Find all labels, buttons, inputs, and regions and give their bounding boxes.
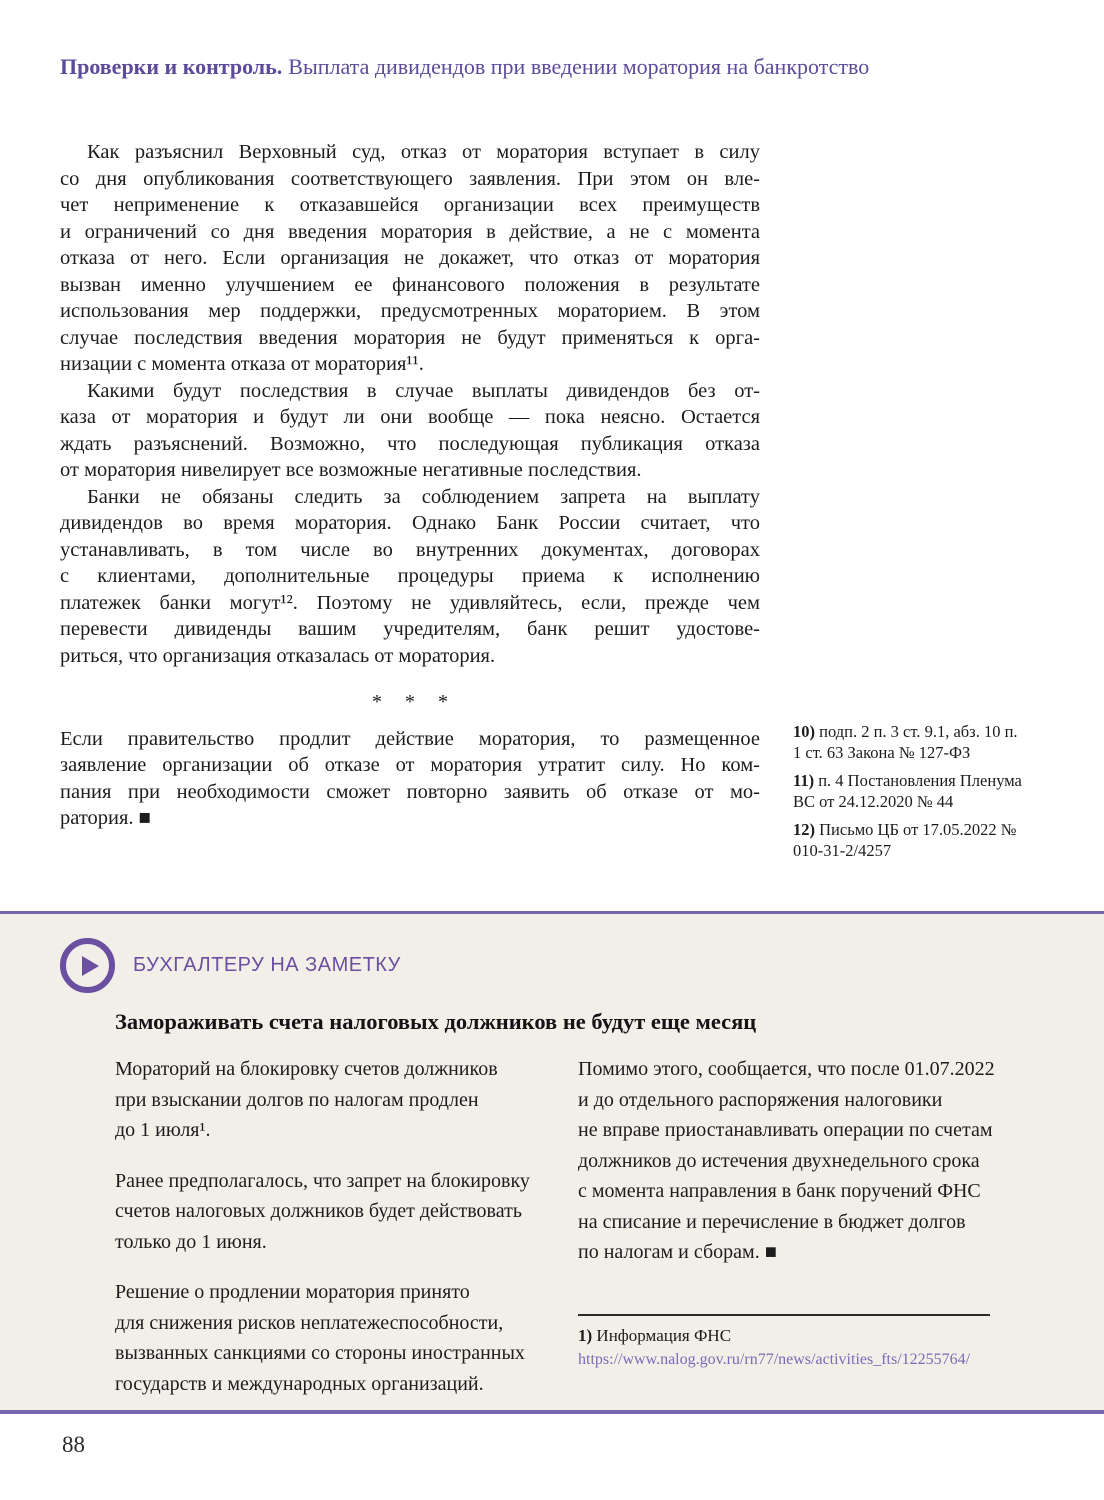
note-heading: Замораживать счета налоговых должников не будут еще месяц xyxy=(115,1009,757,1034)
text-line: не вправе приостанавливать операции по счетам xyxy=(578,1119,993,1141)
note-left-column xyxy=(115,1054,555,1419)
note-footnote xyxy=(578,1314,990,1370)
footnote-number: 10) xyxy=(793,722,815,741)
text-line: Если правительство продлит действие моратория, то размещенное xyxy=(60,727,760,750)
paragraph-2 xyxy=(60,378,760,484)
note-footnote-number: 1) xyxy=(578,1325,593,1345)
note-footnote-line xyxy=(578,1325,990,1347)
footnote-10 xyxy=(793,722,1023,763)
text-line: низации с момента отказа от моратория¹¹. xyxy=(60,353,424,375)
text-line: со дня опубликования соответствующего заявления. При этом он вле- xyxy=(60,167,760,190)
note-rubric-label: БУХГАЛТЕРУ НА ЗАМЕТКУ xyxy=(133,954,401,976)
note-paragraph xyxy=(115,1166,555,1258)
text-line: пания при необходимости сможет повторно заявить об отказе от мо- xyxy=(60,780,760,803)
text-line: Какими будут последствия в случае выплаты дивидендов без от- xyxy=(87,379,760,402)
text-line: при взыскании долгов по налогам продлен xyxy=(115,1088,479,1111)
text-line: заявление организации об отказе от моратория утратит силу. Но ком- xyxy=(60,754,760,776)
text-line: по налогам и сборам. ■ xyxy=(578,1241,777,1263)
text-line: с момента направления в банк поручений ФНС xyxy=(578,1180,981,1202)
text-line: ратория. ■ xyxy=(60,807,152,829)
footnote-number: 12) xyxy=(793,820,815,839)
footnote-sidebar xyxy=(793,722,1023,869)
text-line: государств и международных организаций. xyxy=(115,1372,484,1395)
text-line: для снижения рисков неплатежеспособности, xyxy=(115,1311,504,1334)
note-paragraph xyxy=(578,1054,1023,1268)
text-line: каза от моратория и будут ли они вообще — пока неясно. Остается xyxy=(60,406,760,428)
note-paragraph xyxy=(115,1277,555,1399)
text-line: и ограничений со дня введения моратория в действие, а не с момента xyxy=(60,220,760,243)
text-line: от моратория нивелирует все возможные негативные последствия. xyxy=(60,459,642,481)
note-footnote-link[interactable]: https://www.nalog.gov.ru/rn77/news/activities_fts/12255764/ xyxy=(578,1350,971,1368)
text-line: чет неприменение к отказавшейся организации всех преимуществ xyxy=(60,194,760,216)
paragraph-4 xyxy=(60,726,760,832)
text-line: дивидендов во время моратория. Однако Банк России считает, что xyxy=(60,512,760,534)
text-line: вызван именно улучшением ее финансового положения в результате xyxy=(60,273,760,296)
rubric-label: Проверки и контроль. xyxy=(60,54,283,79)
text-line: отказа от него. Если организация не докажет, что отказ от моратория xyxy=(60,247,760,269)
note-header-row xyxy=(60,938,1044,993)
text-line: и до отдельного распоряжения налоговики xyxy=(578,1088,943,1111)
text-line: счетов налоговых должников будет действовать xyxy=(115,1200,522,1222)
article-title: Выплата дивидендов при введении моратория на банкротство xyxy=(288,54,870,79)
note-columns xyxy=(115,1054,1044,1419)
text-line: Ранее предполагалось, что запрет на блокировку xyxy=(115,1169,530,1192)
footnote-12 xyxy=(793,820,1023,861)
footnote-11 xyxy=(793,771,1023,812)
text-line: устанавливать, в том числе во внутренних документах, договорах xyxy=(60,538,760,561)
paragraph-1 xyxy=(60,139,760,378)
section-separator: * * * xyxy=(372,691,457,713)
play-icon xyxy=(60,938,115,993)
note-right-column xyxy=(578,1054,1023,1419)
text-line: с клиентами, дополнительные процедуры приема к исполнению xyxy=(60,565,760,587)
text-line: перевести дивиденды вашим учредителям, банк решит удостове- xyxy=(60,618,760,640)
note-section xyxy=(0,911,1104,1414)
text-line: Банки не обязаны следить за соблюдением запрета на выплату xyxy=(87,485,760,508)
text-line: только до 1 июня. xyxy=(115,1230,267,1253)
text-line: случае последствия введения моратория не будут применяться к орга- xyxy=(60,326,760,349)
text-line: использования мер поддержки, предусмотренных мораторием. В этом xyxy=(60,300,760,322)
text-line: должников до истечения двухнедельного срока xyxy=(578,1149,980,1172)
text-line: Решение о продлении моратория принято xyxy=(115,1281,470,1303)
text-line: ждать разъяснений. Возможно, что последующая публикация отказа xyxy=(60,432,760,455)
text-line: Мораторий на блокировку счетов должников xyxy=(115,1058,498,1080)
text-line: платежек банки могут¹². Поэтому не удивляйтесь, если, прежде чем xyxy=(60,591,760,614)
note-footnote-text: Информация ФНС xyxy=(596,1325,732,1345)
text-line: вызванных санкциями со стороны иностранных xyxy=(115,1342,525,1364)
footnote-number: 11) xyxy=(793,771,815,790)
footnote-text: подп. 2 п. 3 ст. 9.1, абз. 10 п. 1 ст. 63 Закона № 127-ФЗ xyxy=(793,722,1018,762)
page-number: 88 xyxy=(62,1432,85,1457)
note-paragraph xyxy=(115,1054,555,1146)
text-line: Как разъяснил Верховный суд, отказ от моратория вступает в силу xyxy=(87,141,760,163)
article-text-column xyxy=(60,139,760,832)
text-line: Помимо этого, сообщается, что после 01.07.2022 xyxy=(578,1058,995,1080)
footnote-text: Письмо ЦБ от 17.05.2022 № 010-31-2/4257 xyxy=(793,820,1017,860)
paragraph-3 xyxy=(60,484,760,670)
note-content xyxy=(115,1007,1044,1419)
text-line: до 1 июля¹. xyxy=(115,1119,211,1141)
text-line: на списание и перечисление в бюджет долгов xyxy=(578,1210,966,1233)
running-head xyxy=(60,54,1060,80)
text-line: риться, что организация отказалась от моратория. xyxy=(60,644,496,667)
play-triangle-icon xyxy=(82,956,99,976)
footnote-text: п. 4 Постановления Пленума ВС от 24.12.2020 № 44 xyxy=(793,771,1022,811)
